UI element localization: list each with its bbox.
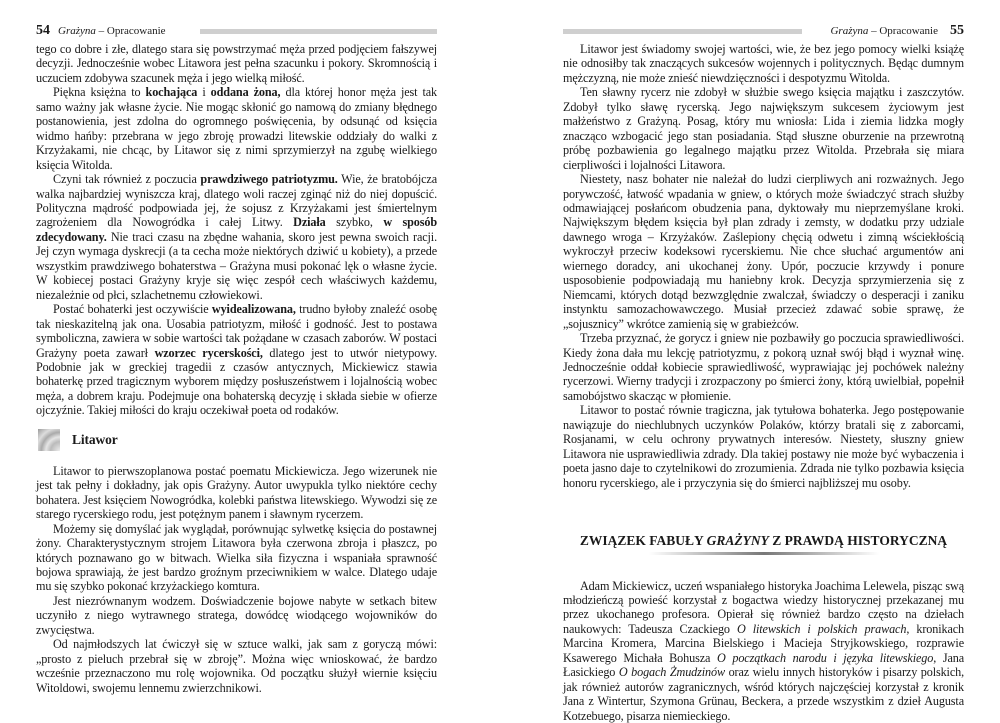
italic-title: O bogach Żmudzinów: [619, 665, 725, 679]
text-run: dla której honor męża jest tak samo ważny jak własne życie. Nie mogąc skłonić go namową do zmiany błędnego postanowienia, jest zdolna do ogromnego poświęcenia, by odsunąć od księcia widmo hańby: przebrana w jego zbroję prowadzi litewskie oddziały do walki z Krzyżakami, nie chcąc, by Litawor się z nimi sprzymierzył na zgubę wielkiego księcia Witolda.: [36, 85, 437, 171]
paragraph: [36, 302, 437, 418]
text-run: Litawor to postać równie tragiczna, jak tytułowa bohaterka. Jego postępowanie nawiązuje do niechlubnych uczynków Polaków, którzy bratali się z zaborcami, Rosjanami, w celu ochrony prywatnych interesów. Niestety, słuszny gniew Litawora nie usprawiedliwia zdrady. Dla takiej postawy nie może być wybaczenia i poeta jasno daje to czytelnikowi do zrozumienia. Zdrada nie tylko pozbawia księcia honoru rycerskiego, ale i przyczynia się do śmierci najbliższej mu osoby.: [563, 403, 964, 489]
italic-title: O litewskich i polskich prawach: [737, 622, 906, 636]
text-run: Ten sławny rycerz nie zdobył w służbie swego księcia majątku i zaszczytów. Zdobył tylko sławę rycerską. Jego największym sukcesem życiowym jest małżeństwo z Grażyną. Posag, który mu wniosła: Lida i ziemia lidzka mogły znacząco wzbogacić jego stan posiadania. Stąd słuszne oburzenie na przewrotną próbę pozbawienia go legalnego majątku przez Witolda. Przebrała się miara cierpliwości i lojalności Litawora.: [563, 85, 964, 171]
running-title-rest: – Opracowanie: [868, 25, 938, 37]
paragraph-group: [36, 42, 437, 418]
section-heading: [38, 429, 437, 451]
italic-title: GRAŻYNY: [707, 533, 769, 548]
paragraph: [563, 331, 964, 403]
paragraph: [36, 522, 437, 594]
chapter-heading: [563, 534, 964, 554]
running-header: [563, 22, 964, 40]
text-run: tego co dobre i złe, dlatego stara się powstrzymać męża przed podjęciem fałszywej decyzji. Jednocześnie wobec Litawora jest pełna szacunku i pokory. Skromnością i uczuciem zdobywa szacunek męża i jego wielką miłość.: [36, 42, 437, 85]
text-run: Z PRAWDĄ HISTORYCZNĄ: [769, 533, 947, 548]
section-ornament-icon: [38, 429, 60, 451]
paragraph: [563, 42, 964, 85]
running-title: [830, 25, 938, 37]
paragraph: [36, 637, 437, 695]
paragraph: [36, 42, 437, 85]
bold-emphasis: Działa: [293, 215, 325, 229]
text-run: szybko,: [326, 215, 384, 229]
chapter-title: [563, 534, 964, 548]
paragraph: [36, 85, 437, 172]
text-run: Możemy się domyślać jak wyglądał, porównując sylwetkę księcia do postawnej żony. Charakterystycznym strojem Litawora była czerwona zbroja i płaszcz, po których poznawano go w bitwach. Wielka siła fizyczna i wspaniała sprawność bojowa sprawiają, że jest bardzo groźnym przeciwnikiem w walce. Dlatego udaje mu się szybko pokonać krzyżackiego komtura.: [36, 522, 437, 594]
paragraph: [563, 579, 964, 723]
text-column: [563, 42, 964, 723]
paragraph: [36, 172, 437, 302]
paragraph-group: [563, 42, 964, 490]
text-run: Piękna księżna to: [53, 85, 146, 99]
text-run: , kronikach Marcina Kromera, Marcina Bielskiego i Macieja Stryjkowskiego, rozprawie Ksawerego Michała Bohusza: [563, 622, 964, 665]
text-run: Czyni tak również z poczucia: [53, 172, 200, 186]
running-title-italic: Grażyna: [58, 25, 96, 37]
text-run: , Jana Łasickiego: [563, 651, 964, 679]
section-title: Litawor: [72, 433, 118, 447]
bold-emphasis: kochająca: [146, 85, 198, 99]
paragraph: [563, 172, 964, 331]
italic-title: O początkach narodu i języka litewskiego: [717, 651, 933, 665]
header-rule: [563, 29, 802, 34]
page-number: 54: [36, 23, 50, 39]
running-header: [36, 22, 437, 40]
text-run: Adam Mickiewicz, uczeń wspaniałego historyka Joachima Lelewela, pisząc swą młodzieńczą powieść korzystał z bogactwa wiedzy historycznej przekazanej mu przez ukochanego profesora. Opierał się również bardzo często na dziełach naukowych: Tadeusza Czackiego: [563, 579, 964, 636]
bold-emphasis: w sposób zdecydowany.: [36, 215, 437, 243]
running-title-italic: Grażyna: [830, 25, 868, 37]
paragraph: [36, 464, 437, 522]
text-run: Wie, że bratobójcza walka najbardziej wyniszcza kraj, dlatego woli raczej zginąć niż do niej dopuścić. Polityczna mądrość podpowiada jej, że sojusz z Krzyżakami jest śmiertelnym zagrożeniem dla Nowogródka i całej Litwy.: [36, 172, 437, 229]
bold-emphasis: wzorzec rycerskości,: [155, 346, 263, 360]
left-page: [0, 0, 500, 712]
text-run: Trzeba przyznać, że gorycz i gniew nie pozbawiły go poczucia sprawiedliwości. Kiedy żona dała mu lekcję patriotyzmu, z pokorą uznał swój błąd i wyznał winę. Jednocześnie oddał kobiecie sprawiedliwość, wyprawiając jej pochówek należny rycerzowi. Wierny tradycji i zrozpaczony po śmierci żony, którą uwielbiał, popełnił samobójstwo skacząc w płomienie.: [563, 331, 964, 403]
paragraph: [36, 594, 437, 637]
text-run: Jest niezrównanym wodzem. Doświadczenie bojowe nabyte w setkach bitew uczyniło z niego wytrawnego stratega, dowódcę wiodącego wojowników do zwycięstwa.: [36, 594, 437, 637]
text-run: Postać bohaterki jest oczywiście: [53, 302, 212, 316]
bold-emphasis: prawdziwego patriotyzmu.: [200, 172, 337, 186]
text-run: Litawor jest świadomy swojej wartości, wie, że bez jego pomocy wielki książę nie odnosiłby tak znaczących sukcesów wojennych i politycznych. Będąc dumnym mężczyzną, nie może znieść niewdzięczności i despotyzmu Witolda.: [563, 42, 964, 85]
paragraph-group: [36, 464, 437, 695]
text-run: ZWIĄZEK FABUŁY: [580, 533, 707, 548]
text-run: Niestety, nasz bohater nie należał do ludzi cierpliwych ani rozważnych. Jego porywczość, łatwość wpadania w gniew, o których może świadczyć strach służby odmawiającej posłańcom obudzenia pana, dyktowały mu nieprzemyślane kroki. Największym błędem księcia był plan zdrady i zemsty, w dodatku przy udziale dawnego wroga – Krzyżaków. Zaślepiony chęcią odwetu i zimną wściekłością wykroczył przeciw kodeksowi rycerskiemu. Nie chce słuchać argumentów ani wiernego doradcy, ani ukochanej żony. Upór, poczucie krzywdy i ponure usposobienie podpowiadają mu haniebny krok. Decyzja sprzymierzenia się z Niemcami, których dotąd bezwzględnie zwalczał, świadczy o desperacji i zaniku instynktu samozachowawczego. Musiał przecież zdawać sobie sprawę, że „sojusznicy” wkrótce zamienią się w grabieżców.: [563, 172, 964, 331]
running-title: [58, 25, 166, 37]
right-page: [500, 0, 1000, 712]
paragraph: [563, 85, 964, 172]
running-title-rest: – Opracowanie: [96, 25, 166, 37]
bold-emphasis: oddana żona,: [211, 85, 281, 99]
page-number: 55: [950, 23, 964, 39]
text-run: trudno byłoby znaleźć osobę tak nieskazitelną jak ona. Uosabia patriotyzm, miłość i godność. Jest to postawa symboliczna, zawiera w sobie wartości tak pożądane w czasach zaborów. W postaci Grażyny poeta zawarł: [36, 302, 437, 359]
header-rule: [200, 29, 437, 34]
paragraph: [563, 403, 964, 490]
text-run: oraz wielu innych historyków i pisarzy polskich, jak również autorów zagranicznych, wśród których najczęściej korzystał z kronik Jana z Wintertur, Szymona Grünau, Beckera, a przede wszystkim z dzieł Augusta Kotzebuego, pisarza niemieckiego.: [563, 665, 964, 722]
text-column: [36, 42, 437, 695]
bold-emphasis: wyidealizowana,: [212, 302, 296, 316]
text-run: Od najmłodszych lat ćwiczył się w sztuce walki, jak sam z goryczą mówi: „prosto z pieluch przebrał się w zbroję”. Można więc wnioskować, że bardzo wcześnie przeznaczono mu rolę wojownika. Od początku służył wiernie księciu Witoldowi, swojemu lennemu zwierzchnikowi.: [36, 637, 437, 694]
text-run: dlatego jest to utwór nietypowy. Podobnie jak w greckiej tragedii z czasów antycznych, Mickiewicz stawia bohaterkę przed tragicznym wyborem między posłuszeństwem i lojalnością wobec męża, a dobrem kraju. Podejmuje ona bohaterską decyzję i składa siebie w ofierze ojczyźnie. Takiej miłości do kraju oczekiwał poeta od rodaków.: [36, 346, 437, 418]
text-run: Litawor to pierwszoplanowa postać poematu Mickiewicza. Jego wizerunek nie jest tak pełny i dokładny, jak opis Grażyny. Autor uwypukla tylko niektóre cechy bohatera. Jest księciem Nowogródka, kolebki państwa litewskiego. Wywodzi się ze starego rycerskiego rodu, jest potężnym panem i sławnym rycerzem.: [36, 464, 437, 521]
paragraph-group: [563, 579, 964, 723]
text-run: Nie traci czasu na zbędne wahania, skoro jest pewna swoich racji. Jej czyn wymaga dyskrecji (a ta cecha może niektórych dziwić u kobiety), a przede wszystkim prawdziwego bohaterstwa – Grażyna musi pokonać lęk o własne życie. W kobiecej postaci Grażyny kryje się więc zespół cech właściwych każdemu, niezależnie od płci, szlachetnemu człowiekowi.: [36, 230, 437, 302]
text-run: i: [197, 85, 210, 99]
chapter-rule: [649, 552, 879, 555]
